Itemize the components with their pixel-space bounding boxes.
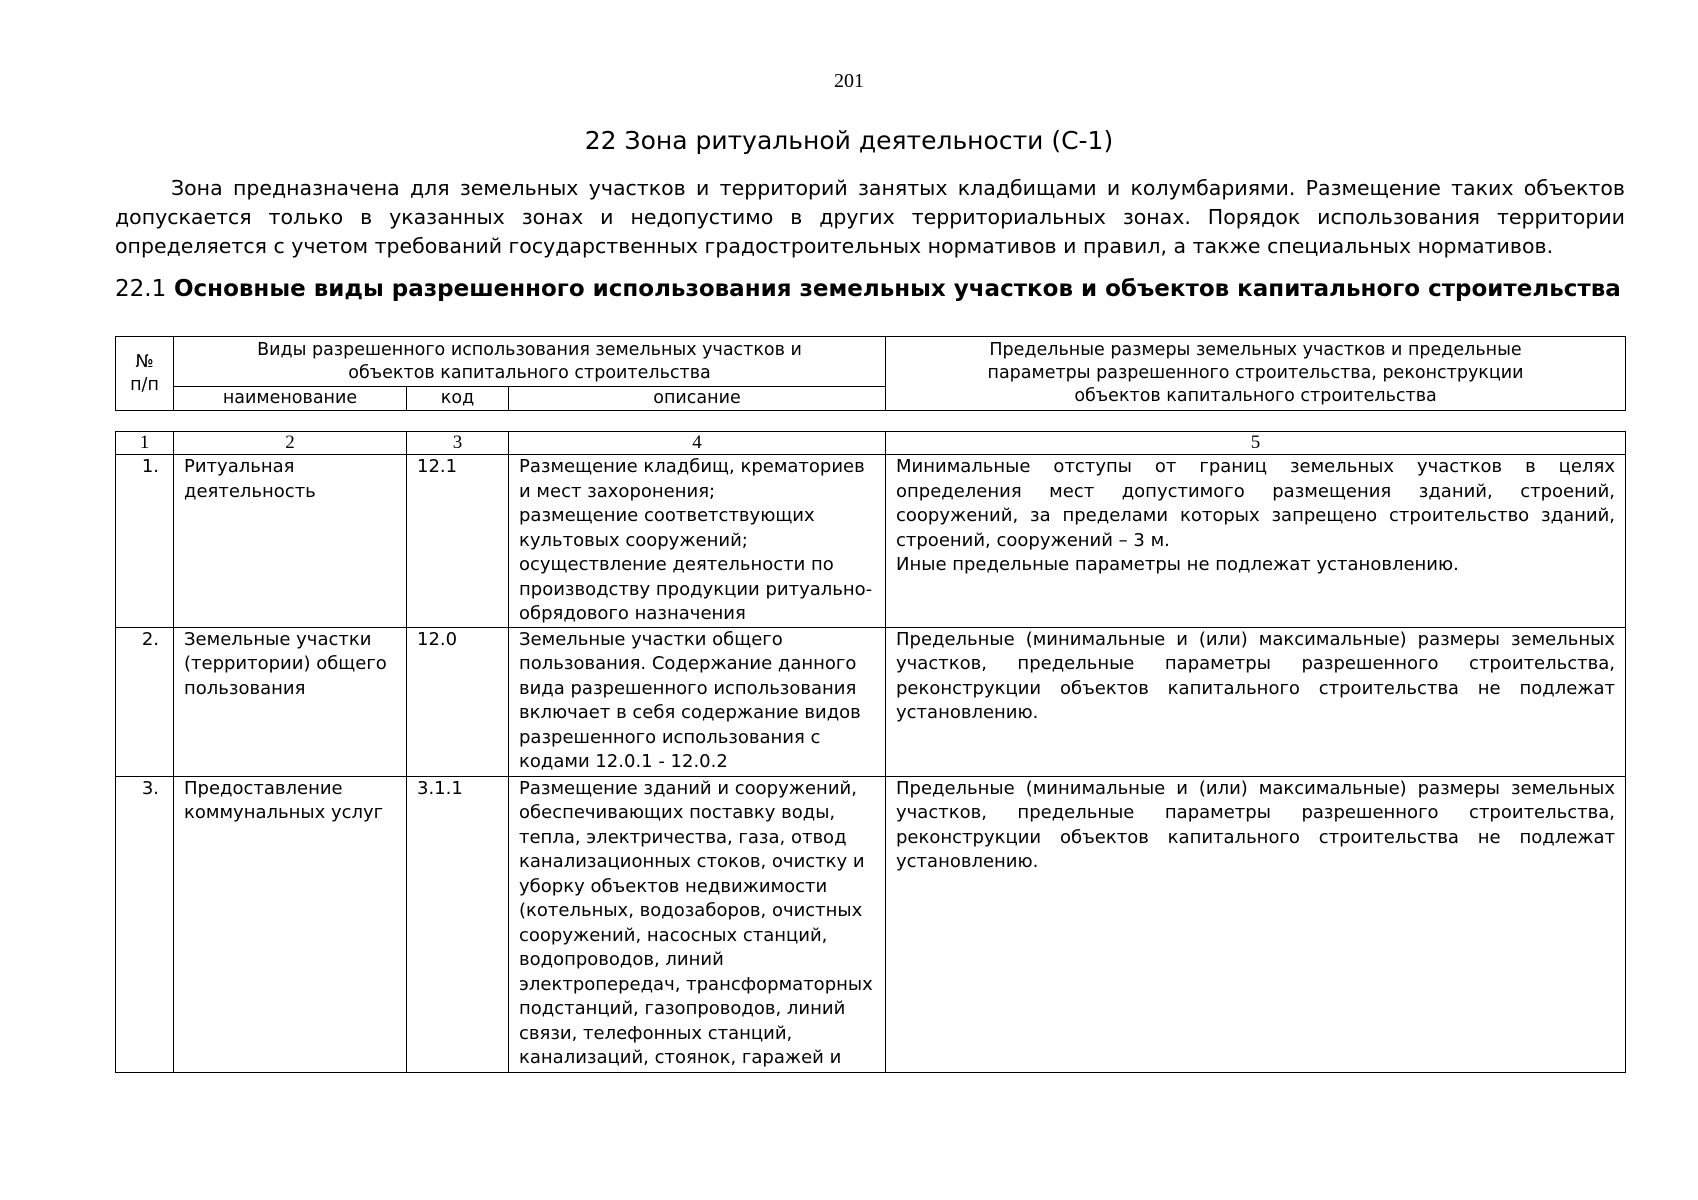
row-number: 1. — [116, 455, 174, 628]
row-description: Земельные участки общего пользования. Содержание данного вида разрешенного использования включает в себя содержание видов разрешенного использования с кодами 12.0.1 - 12.0.2 — [509, 627, 886, 776]
table-header — [115, 336, 1626, 411]
header-name: наименование — [174, 387, 407, 411]
section-heading — [115, 274, 1625, 304]
row-description: Размещение зданий и сооружений, обеспечивающих поставку воды, тепла, электричества, газа, отвод канализационных стоков, очистку и уборку объектов недвижимости (котельных, водозаборов, очистных сооружений, насосных станций, водопроводов, линий электропередач, трансформаторных подстанций, газопроводов, линий связи, телефонных станций, канализаций, стоянок, гаражей и — [509, 776, 886, 1072]
column-number: 1 — [116, 432, 174, 455]
intro-paragraph: Зона предназначена для земельных участков и территорий занятых кладбищами и колумбариями. Размещение таких объектов допускается только в указанных зонах и недопустимо в других территориальных зонах. Порядок использования территории определяется с учетом требований государственных градостроительных нормативов и правил, а также специальных нормативов. — [115, 176, 1625, 258]
header-num: № п/п — [116, 337, 174, 411]
table-row — [116, 627, 1626, 776]
header-code: код — [407, 387, 509, 411]
row-params: Предельные (минимальные и (или) максимальные) размеры земельных участков, предельные параметры разрешенного строительства, реконструкции объектов капитального строительства не подлежат установлению. — [886, 776, 1626, 1072]
section-number: 22.1 — [115, 276, 167, 302]
row-params: Минимальные отступы от границ земельных участков в целях определения мест допустимого размещения зданий, строений, сооружений, за пределами которых запрещено строительство зданий, строений, сооружений – 3 м. Иные предельные параметры не подлежат установлению. — [886, 455, 1626, 628]
row-params: Предельные (минимальные и (или) максимальные) размеры земельных участков, предельные параметры разрешенного строительства, реконструкции объектов капитального строительства не подлежат установлению. — [886, 627, 1626, 776]
row-name: Ритуальная деятельность — [174, 455, 407, 628]
column-number: 5 — [886, 432, 1626, 455]
column-number: 4 — [509, 432, 886, 455]
zone-title: 22 Зона ритуальной деятельности (С-1) — [584, 126, 1114, 155]
zoning-table — [115, 431, 1626, 1073]
column-number-row — [116, 432, 1626, 455]
row-description: Размещение кладбищ, крематориев и мест захоронения; размещение соответствующих культовых сооружений; осуществление деятельности по производству продукции ритуально-обрядового назначения — [509, 455, 886, 628]
header-types-group: Виды разрешенного использования земельных участков и объектов капитального строительства — [174, 337, 886, 387]
row-name: Земельные участки (территории) общего пользования — [174, 627, 407, 776]
row-number: 3. — [116, 776, 174, 1072]
column-number: 3 — [407, 432, 509, 455]
section-title: Основные виды разрешенного использования земельных участков и объектов капитального строительства — [174, 276, 1621, 302]
header-description: описание — [509, 387, 886, 411]
column-number: 2 — [174, 432, 407, 455]
row-code: 12.1 — [407, 455, 509, 628]
table-row — [116, 455, 1626, 628]
header-params: Предельные размеры земельных участков и предельные параметры разрешенного строительства, реконструкции объектов капитального строительства — [886, 337, 1626, 411]
row-name: Предоставление коммунальных услуг — [174, 776, 407, 1072]
row-number: 2. — [116, 627, 174, 776]
page-number: 201 — [834, 70, 864, 92]
row-code: 3.1.1 — [407, 776, 509, 1072]
table-row — [116, 776, 1626, 1072]
row-code: 12.0 — [407, 627, 509, 776]
